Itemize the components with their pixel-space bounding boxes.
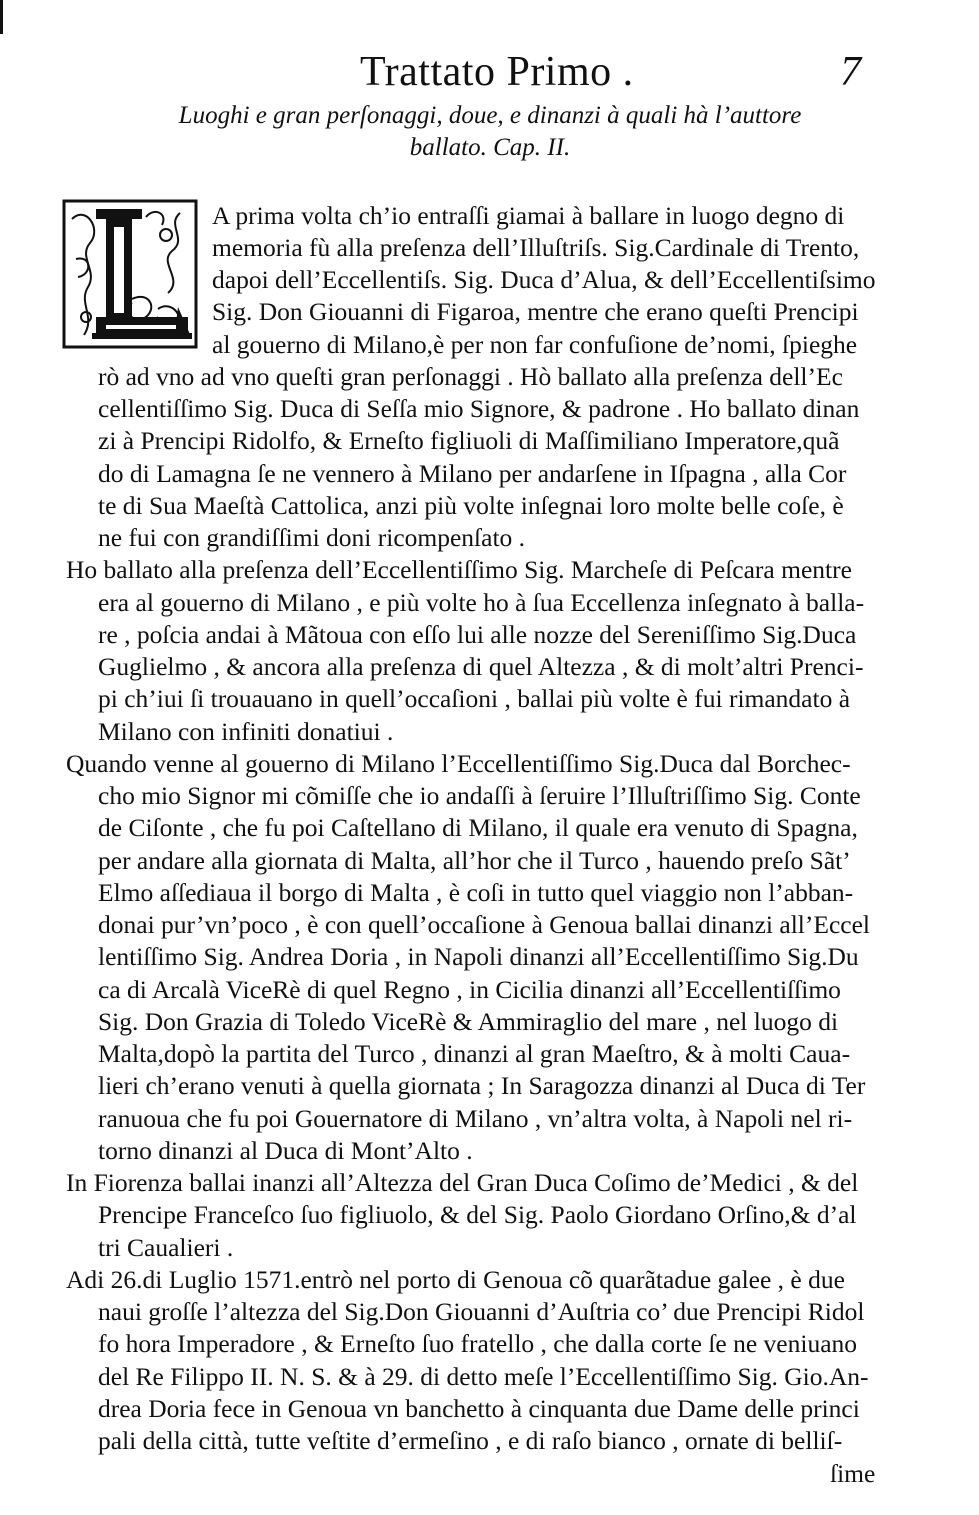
text-line: Adi 26.di Luglio 1571.entrò nel porto di Genoua cõ quarãtadue galee , è due xyxy=(66,1265,845,1294)
text-line: Prencipe Franceſco ſuo figliuolo, & del Sig. Paolo Giordano Orſino,& d’al xyxy=(98,1200,857,1229)
text-line: al gouerno di Milano,è per non far confuſione de’nomi, ſpieghe xyxy=(212,330,858,359)
text-line: Ho ballato alla preſenza dell’Eccellentiſſimo Sig. Marcheſe di Peſcara mentre xyxy=(66,555,852,584)
text-line: Milano con infiniti donatiui . xyxy=(98,717,394,746)
chapter-heading xyxy=(150,100,830,164)
page-edge-mark xyxy=(0,0,3,34)
text-line: Quando venne al gouerno di Milano l’Eccellentiſſimo Sig.Duca dal Borchec- xyxy=(66,749,851,778)
ornate-initial-l-icon xyxy=(62,199,198,349)
text-line: dapoi dell’Eccellentiſs. Sig. Duca d’Alua, & dell’Eccellentiſsimo xyxy=(212,265,876,294)
text-line: lieri ch’erano venuti à quella giornata ; In Saragozza dinanzi al Duca di Ter xyxy=(98,1071,866,1100)
text-line: Sig. Don Grazia di Toledo ViceRè & Ammiraglio del mare , nel luogo di xyxy=(98,1007,839,1036)
text-line: torno dinanzi al Duca di Mont’Alto . xyxy=(98,1136,473,1165)
running-head xyxy=(0,48,979,98)
text-line: cho mio Signor mi cõmiſſe che io andaſſi à ſeruire l’Illuſtriſſimo Sig. Conte xyxy=(98,781,861,810)
text-line: ranuoua che fu poi Gouernatore di Milano , vn’altra volta, à Napoli nel ri- xyxy=(98,1104,853,1133)
running-title: Trattato Primo . xyxy=(360,49,634,95)
text-line: zi à Prencipi Ridolfo, & Erneſto figliuoli di Maſſimiliano Imperatore,quã xyxy=(98,426,840,455)
text-line: cellentiſſimo Sig. Duca di Seſſa mio Signore, & padrone . Ho ballato dinan xyxy=(98,394,860,423)
text-line: ca di Arcalà ViceRè di quel Regno , in Cicilia dinanzi all’Eccellentiſſimo xyxy=(98,975,841,1004)
text-line: memoria fù alla preſenza dell’Illuſtriſs. Sig.Cardinale di Trento, xyxy=(212,233,860,262)
text-line: pi ch’iui ſi trouauano in quell’occaſioni , ballai più volte è fui rimandato à xyxy=(98,684,851,713)
text-line: ne fui con grandiſſimi doni ricompenſato . xyxy=(98,523,526,552)
text-line: lentiſſimo Sig. Andrea Doria , in Napoli dinanzi all’Eccellentiſſimo Sig.Du xyxy=(98,942,859,971)
text-line: Elmo aſſediaua il borgo di Malta , è coſi in tutto quel viaggio non l’abban- xyxy=(98,878,854,907)
text-line: A prima volta ch’io entraſſi giamai à ballare in luogo degno di xyxy=(212,201,845,230)
text-line: te di Sua Maeſtà Cattolica, anzi più volte inſegnai loro molte belle coſe, è xyxy=(98,491,844,520)
chapter-heading-line-1: Luoghi e gran perſonaggi, doue, e dinanzi à quali hà l’auttore xyxy=(178,102,802,129)
text-line: do di Lamagna ſe ne vennero à Milano per andarſene in Iſpagna , alla Cor xyxy=(98,459,847,488)
text-line: donai pur’vn’poco , è con quell’occaſione à Genoua ballai dinanzi all’Eccel xyxy=(98,910,870,939)
text-line: rò ad vno ad vno queſti gran perſonaggi . Hò ballato alla preſenza dell’Ec xyxy=(98,362,843,391)
text-line: fo hora Imperadore , & Erneſto ſuo fratello , che dalla corte ſe ne veniuano xyxy=(98,1329,858,1358)
text-line: re , poſcia andai à Mãtoua con eſſo lui alle nozze del Sereniſſimo Sig.Duca xyxy=(98,620,857,649)
text-line: Guglielmo , & ancora alla preſenza di quel Altezza , & di molt’altri Prenci- xyxy=(98,652,864,681)
catchword: ſime xyxy=(830,1459,876,1488)
text-line: per andare alla giornata di Malta, all’hor che il Turco , hauendo preſo Sãt’ xyxy=(98,846,851,875)
text-line: de Ciſonte , che fu poi Caſtellano di Milano, il quale era venuto di Spagna, xyxy=(98,813,858,842)
text-line: del Re Filippo II. N. S. & à 29. di detto meſe l’Eccellentiſſimo Sig. Gio.An- xyxy=(98,1362,869,1391)
text-line: In Fiorenza ballai inanzi all’Altezza del Gran Duca Coſimo de’Medici , & del xyxy=(66,1168,859,1197)
text-line: Malta,dopò la partita del Turco , dinanzi al gran Maeſtro, & à molti Caua- xyxy=(98,1039,851,1068)
text-line: pali della città, tutte veſtite d’ermeſino , e di raſo bianco , ornate di belliſ- xyxy=(98,1426,843,1455)
text-line: drea Doria fece in Genoua vn banchetto à cinquanta due Dame delle princi xyxy=(98,1394,860,1423)
text-line: Sig. Don Giouanni di Figaroa, mentre che erano queſti Prencipi xyxy=(212,297,859,326)
page-number: 7 xyxy=(840,49,861,95)
text-line: era al gouerno di Milano , e più volte ho à ſua Eccellenza inſegnato à balla- xyxy=(98,588,865,617)
text-line: naui groſſe l’altezza del Sig.Don Giouanni d’Auſtria co’ due Prencipi Ridol xyxy=(98,1297,865,1326)
text-line: tri Caualieri . xyxy=(98,1233,234,1262)
chapter-heading-line-2: ballato. Cap. II. xyxy=(409,134,571,161)
